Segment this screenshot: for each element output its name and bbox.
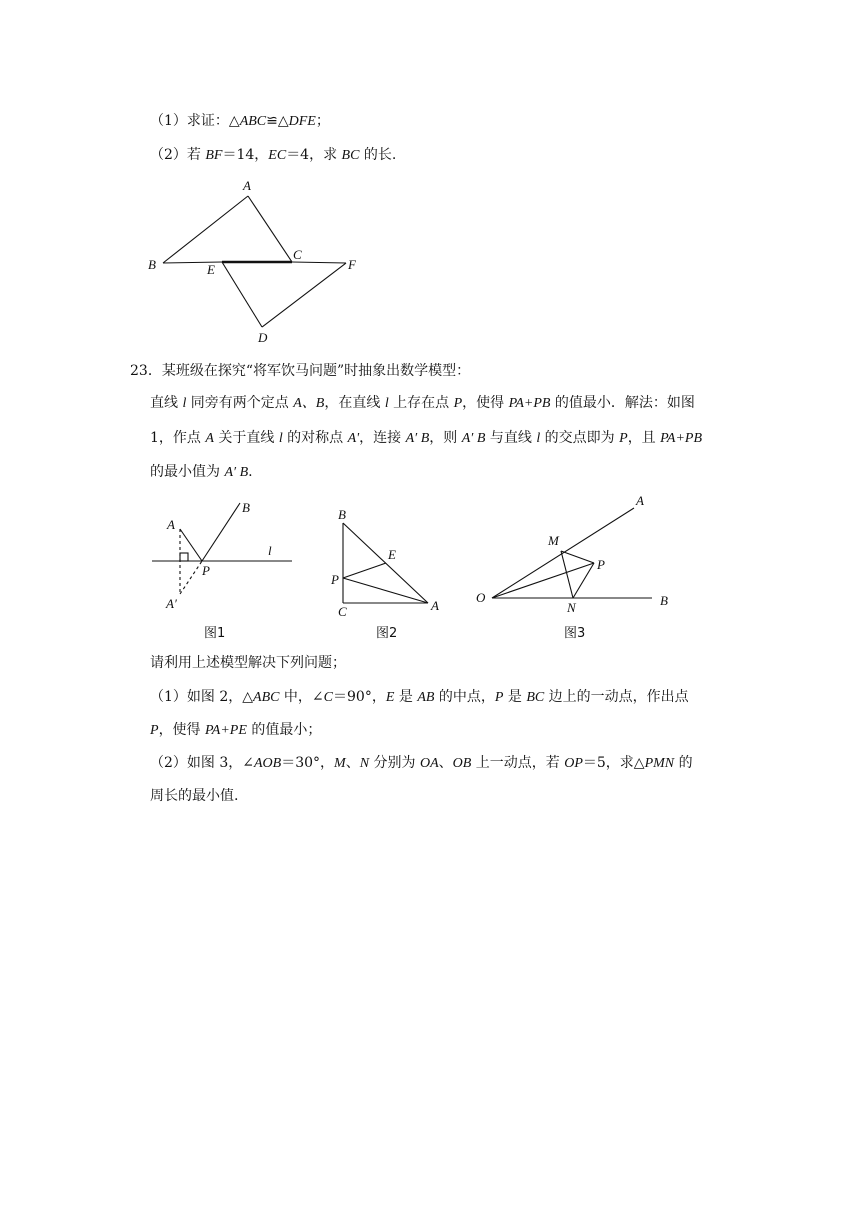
segment-PN	[573, 563, 594, 598]
segment-PB	[202, 503, 240, 561]
label-C: C	[293, 247, 302, 262]
p23-intro: 23．某班级在探究“将军饮马问题”时抽象出数学模型：	[130, 363, 471, 379]
math: A′ B	[405, 431, 430, 446]
p23-q1-line2	[150, 720, 321, 741]
segment-MN	[561, 551, 573, 598]
ray-OA	[492, 508, 634, 598]
label-P: P	[202, 563, 210, 578]
label-A: A	[167, 517, 175, 532]
math: AB	[417, 690, 435, 705]
text: 上存在点	[388, 395, 454, 411]
caption-fig3: 图3	[564, 626, 586, 641]
label-A: A	[431, 598, 439, 613]
label-A: A	[243, 178, 251, 193]
segment-PE	[343, 563, 386, 578]
segment-OP	[492, 563, 594, 598]
math: PMN	[644, 756, 675, 771]
math: OB	[452, 756, 472, 771]
text: 同旁有两个定点	[186, 395, 294, 411]
text: 的长.	[359, 147, 397, 163]
math: E	[385, 690, 395, 705]
segment-ApP-dashed	[180, 561, 202, 594]
p23-q2-line1	[150, 753, 693, 774]
text: ≌△	[266, 113, 289, 129]
text: 的对称点	[282, 430, 348, 446]
label-Ap: A′	[166, 596, 177, 611]
label-l: l	[268, 543, 272, 558]
label-B: B	[338, 507, 346, 522]
text: ；	[315, 113, 330, 129]
text: 边上的一动点，作出点	[544, 689, 689, 705]
text: 分别为	[369, 755, 420, 771]
label-E: E	[207, 262, 215, 277]
label-O: O	[476, 590, 486, 605]
caption-fig1: 图1	[204, 626, 226, 641]
text: 、	[438, 755, 453, 771]
math: A、B	[293, 396, 325, 411]
text: ＝4，求	[286, 147, 342, 163]
math: M	[334, 756, 346, 771]
p23-q2-line2: 周长的最小值.	[150, 788, 239, 804]
text: 1，作点	[150, 430, 206, 446]
figure-3	[476, 493, 668, 641]
label-B: B	[242, 500, 250, 515]
label-D: D	[258, 330, 268, 345]
right-angle-mark	[180, 553, 188, 561]
math: EC	[268, 148, 287, 163]
math: P	[494, 690, 504, 705]
math: N	[359, 756, 370, 771]
math: AOB	[254, 756, 282, 771]
label-C: C	[338, 604, 347, 619]
p23-prompt: 请利用上述模型解决下列问题；	[150, 655, 346, 671]
caption-fig2: 图2	[376, 626, 398, 641]
math: P	[453, 396, 463, 411]
text: 的值最小；	[246, 722, 322, 738]
text: 的交点即为	[540, 430, 620, 446]
text: ，连接	[359, 430, 406, 446]
math: BC	[341, 148, 360, 163]
text: .	[248, 464, 253, 480]
math: A′ B	[461, 431, 486, 446]
math: PA+PB	[660, 431, 702, 446]
math: A	[205, 431, 214, 446]
label-A: A	[636, 493, 644, 508]
text: 是	[503, 689, 527, 705]
text: 是	[394, 689, 418, 705]
label-E: E	[388, 547, 396, 562]
text: （2）若	[150, 147, 206, 163]
label-P: P	[597, 557, 605, 572]
math: l	[384, 396, 389, 411]
text: 的值最小．解法：如图	[550, 395, 695, 411]
label-F: F	[348, 257, 356, 272]
math: PA+PB	[508, 396, 551, 411]
math: P	[619, 431, 628, 446]
math: A′ B	[224, 465, 249, 480]
text: ，使得	[462, 395, 509, 411]
text: ＝30°，	[281, 755, 335, 771]
segment-AP	[180, 529, 202, 561]
label-B: B	[148, 257, 156, 272]
text: （1）如图 2，△	[150, 689, 254, 705]
label-P: P	[331, 572, 339, 587]
math: DFE	[288, 114, 316, 129]
text: 关于直线	[213, 430, 279, 446]
math: C	[323, 690, 334, 705]
math: A'	[347, 431, 360, 446]
text: ，使得	[158, 722, 206, 738]
text: ，则	[429, 430, 462, 446]
math: P	[150, 723, 159, 738]
text: 的最小值为	[150, 464, 225, 480]
math: l	[182, 396, 187, 411]
segment-MP	[561, 551, 594, 563]
math: ABC	[253, 690, 280, 705]
text: ＝90°，	[333, 689, 386, 705]
text: ＝5，求△	[582, 755, 645, 771]
text: （2）如图 3，∠	[150, 755, 254, 771]
text: 的	[674, 755, 693, 771]
text: 、	[345, 755, 360, 771]
text: 中，∠	[279, 689, 324, 705]
math: BC	[526, 690, 545, 705]
label-M: M	[548, 533, 559, 548]
text: ，在直线	[324, 395, 385, 411]
p23-q1-line1	[150, 687, 689, 708]
math: l	[278, 431, 283, 446]
math: OP	[564, 756, 583, 771]
text: ＝14，	[222, 147, 269, 163]
label-B: B	[660, 593, 668, 608]
text: （1）求证：△	[150, 113, 240, 129]
figure-1	[152, 500, 292, 641]
text: 的中点，	[434, 689, 495, 705]
label-N: N	[567, 600, 576, 615]
text: 与直线	[485, 430, 537, 446]
math: l	[536, 431, 541, 446]
math: ABC	[239, 114, 267, 129]
math: OA	[419, 756, 439, 771]
text: ，且	[627, 430, 661, 446]
math: PA+PE	[205, 723, 247, 738]
text: 上一动点，若	[471, 755, 565, 771]
text: 直线	[150, 395, 183, 411]
figure-2	[330, 507, 439, 641]
math: BF	[205, 148, 223, 163]
